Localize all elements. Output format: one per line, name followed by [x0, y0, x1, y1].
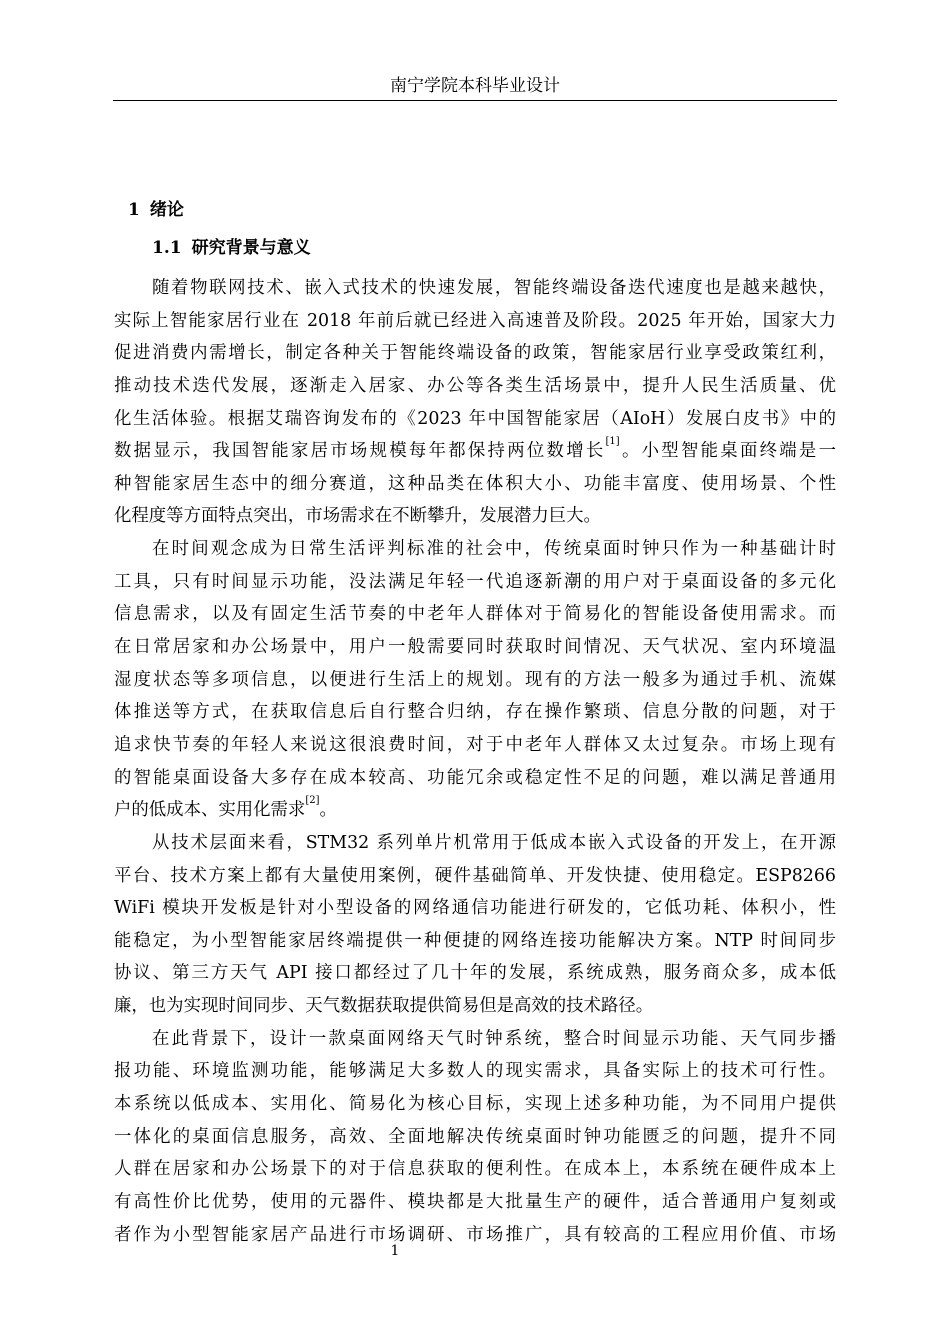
- text-line: 化生活体验。根据艾瑞咨询发布的《2023 年中国智能家居（AIoH）发展白皮书》中的: [114, 408, 836, 429]
- text-line: 在日常居家和办公场景中，用户一般需要同时获取时间情况、天气状况、室内环境温: [114, 637, 836, 658]
- text-line: 廉，也为实现时间同步、天气数据获取提供简易但是高效的技术路径。: [114, 996, 654, 1017]
- text-line: 报功能、环境监测功能，能够满足大多数人的现实需求，具备实际上的技术可行性。: [114, 1061, 836, 1082]
- text-line: 协议、第三方天气 API 接口都经过了几十年的发展，系统成熟，服务商众多，成本低: [114, 963, 836, 984]
- text-line: 本系统以低成本、实用化、简易化为核心目标，实现上述多种功能，为不同用户提供: [114, 1094, 836, 1115]
- text-line: 促进消费内需增长，制定各种关于智能终端设备的政策，智能家居行业享受政策红利，: [114, 343, 836, 364]
- text-line: 平台、技术方案上都有大量使用案例，硬件基础简单、开发快捷、使用稳定。ESP8266: [114, 865, 836, 886]
- section-heading: [152, 234, 311, 262]
- text-line: 化程度等方面特点突出，市场需求在不断攀升，发展潜力巨大。: [114, 506, 601, 527]
- text-fragment: 数据显示，我国智能家居市场规模每年都保持两位数增长: [114, 441, 606, 462]
- chapter-heading: [128, 196, 184, 224]
- text-line: 从技术层面来看，STM32 系列单片机常用于低成本嵌入式设备的开发上，在开源: [152, 832, 836, 853]
- page-number-text: 1: [390, 1243, 400, 1259]
- section-title: 研究背景与意义: [191, 238, 311, 258]
- citation-1: [1]: [605, 436, 620, 448]
- page-header: [113, 72, 837, 101]
- chapter-number: 1: [128, 200, 140, 220]
- text-line: 实际上智能家居行业在 2018 年前后就已经进入高速普及阶段。2025 年开始，国家大力: [114, 310, 836, 331]
- text-fragment: 户的低成本、实用化需求: [114, 800, 306, 821]
- text-line: 人群在居家和办公场景下的对于信息获取的便利性。在成本上，本系统在硬件成本上: [114, 1159, 836, 1180]
- text-line: 的智能桌面设备大多存在成本较高、功能冗余或稳定性不足的问题，难以满足普通用: [114, 767, 836, 788]
- text-fragment: 。: [319, 800, 337, 821]
- text-line: 能稳定，为小型智能家居终端提供一种便捷的网络连接功能解决方案。NTP 时间同步: [114, 930, 836, 951]
- text-line: [114, 794, 836, 827]
- page-number: [0, 1243, 950, 1259]
- section-number: 1.1: [152, 238, 182, 258]
- text-line: 推动技术迭代发展，逐渐走入居家、办公等各类生活场景中，提升人民生活质量、优: [114, 375, 836, 396]
- text-line: 体推送等方式，在获取信息后自行整合归纳，存在操作繁琐、信息分散的问题，对于: [114, 702, 836, 723]
- text-line: 工具，只有时间显示功能，没法满足年轻一代追逐新潮的用户对于桌面设备的多元化: [114, 571, 836, 592]
- text-line: [114, 435, 836, 468]
- citation-2: [2]: [305, 795, 320, 807]
- text-line: 追求快节奏的年轻人来说这很浪费时间，对于中老年人群体又太过复杂。市场上现有: [114, 734, 836, 755]
- text-line: 随着物联网技术、嵌入式技术的快速发展，智能终端设备迭代速度也是越来越快，: [152, 278, 836, 298]
- chapter-title: 绪论: [149, 200, 184, 220]
- text-line: 一体化的桌面信息服务，高效、全面地解决传统桌面时钟功能匮乏的问题，提升不同: [114, 1126, 836, 1147]
- body-text: [114, 272, 836, 1251]
- text-line: 有高性价比优势，使用的元器件、模块都是大批量生产的硬件，适合普通用户复刻或: [114, 1191, 836, 1212]
- text-fragment: 。小型智能桌面终端是一: [619, 441, 836, 462]
- text-line: 者作为小型智能家居产品进行市场调研、市场推广，具有较高的工程应用价值、市场: [114, 1224, 836, 1245]
- text-line: WiFi 模块开发板是针对小型设备的网络通信功能进行研发的，它低功耗、体积小，性: [114, 898, 836, 919]
- text-line: 湿度状态等多项信息，以便进行生活上的规划。现有的方法一般多为通过手机、流媒: [114, 669, 836, 690]
- text-line: 在时间观念成为日常生活评判标准的社会中，传统桌面时钟只作为一种基础计时: [152, 539, 836, 560]
- text-line: 在此背景下，设计一款桌面网络天气时钟系统，整合时间显示功能、天气同步播: [152, 1028, 836, 1049]
- text-line: 种智能家居生态中的细分赛道，这种品类在体积大小、功能丰富度、使用场景、个性: [114, 473, 836, 494]
- header-title: 南宁学院本科毕业设计: [390, 76, 560, 96]
- text-line: 信息需求，以及有固定生活节奏的中老年人群体对于简易化的智能设备使用需求。而: [114, 604, 836, 625]
